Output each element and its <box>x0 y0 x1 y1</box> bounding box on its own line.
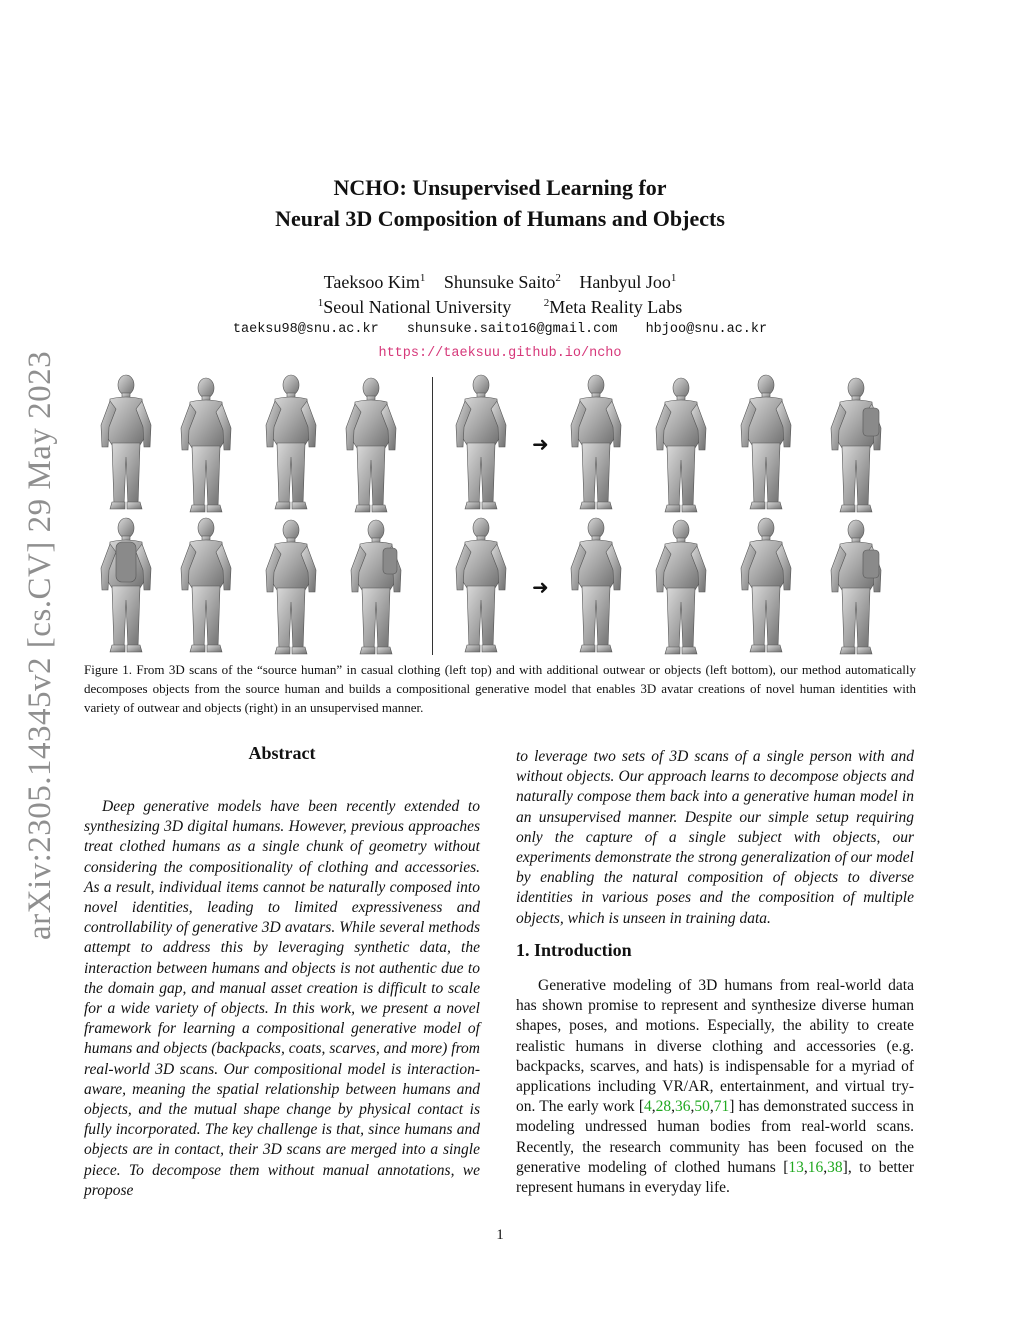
source-human-objects-3 <box>266 520 316 654</box>
author-name: Taeksoo Kim <box>323 272 420 292</box>
intro-text: Generative modeling of 3D humans from real-world data has shown promise to represent and synthesize diverse human shapes, poses, and motions. Especially, the ability to create realistic humans in diverse clothing and accessories (e.g. backpacks, scarves, and hats) is indispensable for a myriad of applications including VR/AR, entertainment, and virtual try-on. The early work [ <box>516 977 914 1116</box>
author-affiliation-mark: 1 <box>419 272 426 284</box>
citation-link[interactable]: 50 <box>694 1098 710 1116</box>
novel-identity-1 <box>456 375 506 509</box>
citation-separator: , <box>671 1098 676 1116</box>
paper-title <box>150 172 850 234</box>
arrow-right-icon: ➜ <box>532 432 549 456</box>
abstract-heading: Abstract <box>248 743 316 763</box>
affiliations <box>200 295 800 320</box>
author-names <box>200 270 800 295</box>
generated-avatar-1 <box>571 375 621 509</box>
affiliation-number: 1 <box>317 297 324 309</box>
backpack-object-icon <box>383 548 397 574</box>
email[interactable]: hbjoo@snu.ac.kr <box>645 322 768 337</box>
affiliation-number: 2 <box>543 297 550 309</box>
novel-identity-2 <box>456 518 506 652</box>
generated-avatar-2 <box>656 378 706 512</box>
citation-link[interactable]: 16 <box>807 1158 824 1176</box>
coat-object-icon <box>116 542 136 582</box>
citation-separator: , <box>709 1098 714 1116</box>
citation-link[interactable]: 36 <box>675 1098 691 1116</box>
citation-link[interactable]: 28 <box>655 1098 672 1116</box>
backpack-object-icon <box>863 550 879 578</box>
source-human-casual-4 <box>346 378 396 512</box>
abstract-text: Deep generative models have been recently extended to synthesizing 3D digital humans. However, previous approaches treat clothed humans as a single chunk of geometry without considering the compositionality of clothing and accessories. As a result, individual items cannot be naturally composed into novel identities, leading to limited expressiveness and controllability of generative 3D avatars. While several methods attempt to address this by leveraging synthetic data, the interaction between humans and objects is not authentic due to the domain gap, and manual asset creation is difficult to scale for a wide variety of objects. In this work, we present a novel framework for learning a compositional generative model of humans and objects (backpacks, coats, scarves, and more) from real-world 3D scans. Our compositional model is interaction-aware, meaning the spatial relationship between humans and objects, and the mutual shape change by physical contact is fully incorporated. The key challenge is that, since humans and objects are in contact, their 3D scans are merged into a single piece. To decompose them without manual annotations, we propose <box>84 798 480 1199</box>
citation-separator: , <box>651 1098 656 1116</box>
arxiv-side-stamp: arXiv:2305.14345v2 [cs.CV] 29 May 2023 <box>22 350 58 940</box>
source-human-objects-1 <box>101 518 151 652</box>
title-line-2: Neural 3D Composition of Humans and Objects <box>275 206 725 231</box>
source-human-objects-2 <box>181 518 231 652</box>
author-affiliation-mark: 2 <box>555 272 561 284</box>
teaser-figure <box>86 370 936 658</box>
figure-divider <box>432 377 433 655</box>
intro-text: ], to better represent humans in everyday life. <box>516 1158 914 1197</box>
title-line-1: NCHO: Unsupervised Learning for <box>333 175 667 200</box>
author-affiliation-mark: 1 <box>670 272 677 284</box>
citation-link[interactable]: 38 <box>827 1158 843 1176</box>
email[interactable]: taeksu98@snu.ac.kr <box>232 322 379 337</box>
citation-separator: , <box>690 1098 695 1116</box>
author-block <box>200 270 800 320</box>
affiliation-name: Seoul National University <box>323 297 512 317</box>
section-heading-introduction: 1. Introduction <box>516 940 632 960</box>
citation-link[interactable]: 4 <box>644 1098 652 1116</box>
source-human-casual-1 <box>101 375 151 509</box>
project-url-link[interactable]: https://taeksuu.github.io/ncho <box>378 346 622 361</box>
abstract-text-continued: to leverage two sets of 3D scans of a single person with and without objects. Our approach learns to decompose objects and naturally compose them back into a generative human model in an unsupervised manner. Despite our simple setup requiring only the capture of a single subject with objects, our experiments demonstrate the strong generalization of our model by enabling the natural composition of objects to diverse identities in various poses and the composition of multiple objects, which is unseen in training data. <box>516 748 914 927</box>
intro-text: ] has demonstrated success in modeling undressed human bodies from real-world scans. Recently, the research community has been focused on the generative modeling of clothed humans [ <box>516 1098 914 1176</box>
generated-avatar-4 <box>831 378 881 512</box>
author-emails <box>150 322 850 337</box>
generated-avatar-3 <box>741 375 791 509</box>
generated-avatar-6 <box>656 520 706 654</box>
source-human-objects-4 <box>351 520 401 654</box>
generated-avatar-7 <box>741 518 791 652</box>
source-human-casual-2 <box>181 378 231 512</box>
figure-caption: Figure 1. From 3D scans of the “source human” in casual clothing (left top) and with additional outwear or objects (left bottom), our method automatically decomposes objects from the source human and builds a compositional generative model that enables 3D avatar creations of novel human identities with variety of outwear and objects (right) in an unsupervised manner. <box>84 662 916 715</box>
citation-link[interactable]: 13 <box>788 1158 804 1176</box>
generated-avatar-8 <box>831 520 881 654</box>
author-name: Shunsuke Saito <box>443 272 556 292</box>
source-human-casual-3 <box>266 375 316 509</box>
affiliation-name: Meta Reality Labs <box>549 297 683 317</box>
author-name: Hanbyul Joo <box>579 272 671 292</box>
citation-link[interactable]: 71 <box>713 1098 730 1116</box>
introduction-paragraph <box>516 976 914 1198</box>
email[interactable]: shunsuke.saito16@gmail.com <box>406 322 618 337</box>
page-number: 1 <box>496 1227 504 1243</box>
citation-separator: , <box>823 1158 828 1176</box>
citation-separator: , <box>803 1158 808 1176</box>
arrow-right-icon: ➜ <box>532 575 549 599</box>
generated-avatar-5 <box>571 518 621 652</box>
backpack-object-icon <box>863 408 879 436</box>
